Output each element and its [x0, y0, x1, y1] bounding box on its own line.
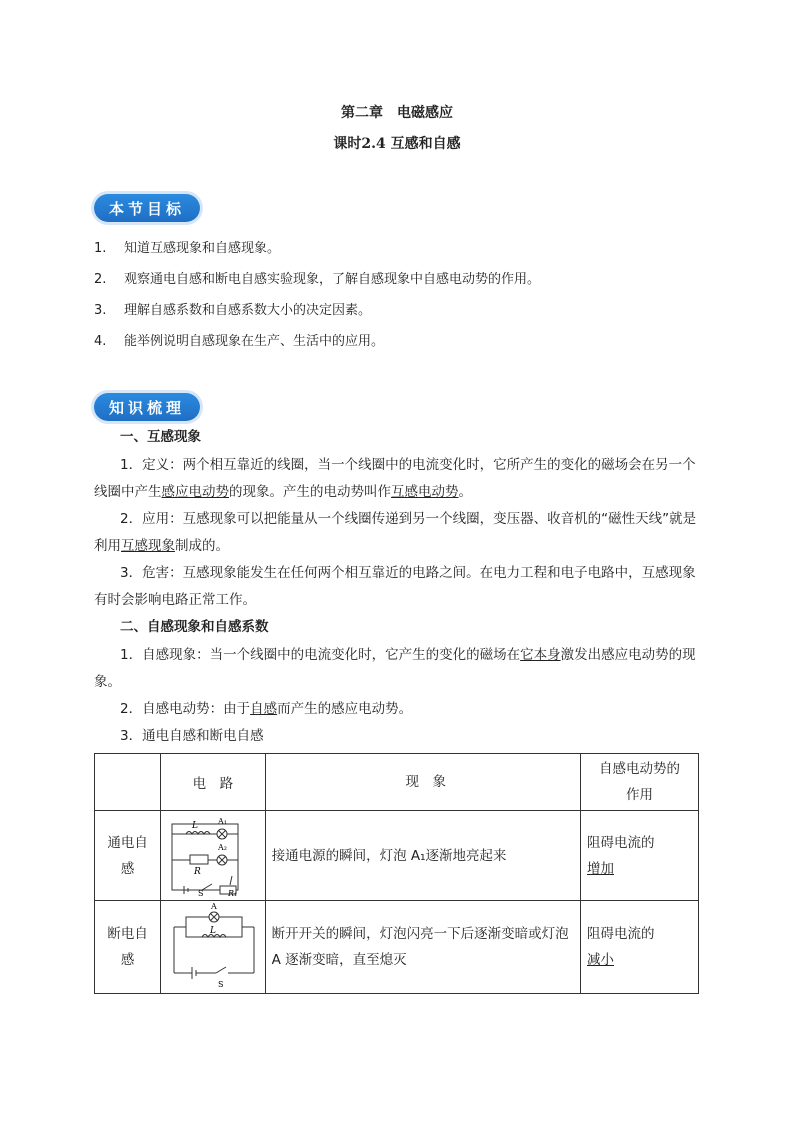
paragraph-self-emf: 2．自感电动势：由于自感而产生的感应电动势。	[120, 701, 413, 717]
label-S: S	[217, 980, 224, 987]
label-R1: R₁	[227, 888, 238, 896]
comparison-table	[94, 753, 699, 994]
label-L: L	[209, 926, 216, 936]
paragraph-definition: 1．定义：两个相互靠近的线圈，当一个线圈中的电流变化时，它所产生的变化的磁场会在另一个线圈中产生感应电动势的现象。产生的电动势叫作互感电动势。	[94, 457, 696, 500]
section-heading-self: 二、自感现象和自感系数	[120, 619, 269, 635]
label-R: R	[193, 866, 201, 877]
row-name: 通电自感	[95, 811, 161, 901]
label-S: S	[197, 888, 204, 896]
label-A1: A₁	[217, 816, 227, 826]
label-A: A	[210, 903, 217, 911]
objective-item: 2. 观察通电自感和断电自感实验现象，了解自感现象中自感电动势的作用。	[94, 272, 541, 287]
header-cell-phenomenon: 现 象	[265, 754, 580, 811]
objective-item: 3. 理解自感系数和自感系数大小的决定因素。	[94, 303, 372, 318]
table-row	[95, 901, 699, 994]
effect-cell: 阻碍电流的 减小	[581, 901, 699, 994]
objective-item: 4. 能举例说明自感现象在生产、生活中的应用。	[94, 334, 385, 349]
chapter-title: 第二章 电磁感应	[341, 105, 453, 121]
phenomenon-cell: 接通电源的瞬间，灯泡 A₁逐渐地亮起来	[265, 811, 580, 901]
phenomenon-cell: 断开开关的瞬间，灯泡闪亮一下后逐渐变暗或灯泡 A 逐渐变暗，直至熄灭	[265, 901, 580, 994]
row-name: 断电自感	[95, 901, 161, 994]
circuit-diagram-cell	[161, 901, 265, 994]
table-row	[95, 811, 699, 901]
header-cell-circuit: 电 路	[161, 754, 265, 811]
effect-cell: 阻碍电流的 增加	[581, 811, 699, 901]
objectives-badge: 本节目标	[94, 194, 200, 222]
paragraph-self-induction: 1．自感现象：当一个线圈中的电流变化时，它产生的变化的磁场在它本身激发出感应电动势的现象。	[94, 647, 696, 690]
header-cell-empty	[95, 754, 161, 811]
section-heading-mutual: 一、互感现象	[120, 429, 201, 445]
paragraph-application: 2．应用：互感现象可以把能量从一个线圈传递到另一个线圈，变压器、收音机的“磁性天线”就是利用互感现象制成的。	[94, 511, 697, 554]
power-on-circuit-diagram	[164, 812, 262, 896]
lesson-title: 课时2.4 互感和自感	[333, 136, 461, 152]
circuit-diagram-cell	[161, 811, 265, 901]
power-off-circuit-diagram	[164, 903, 262, 987]
table-header-row	[95, 754, 699, 811]
label-A2: A₂	[217, 842, 227, 852]
label-L: L	[191, 820, 198, 831]
header-cell-effect: 自感电动势的作用	[581, 754, 699, 811]
objective-item: 1. 知道互感现象和自感现象。	[94, 241, 281, 256]
paragraph-harm: 3．危害：互感现象能发生在任何两个相互靠近的电路之间。在电力工程和电子电路中，互感现象有时会影响电路正常工作。	[94, 565, 696, 608]
paragraph-table-caption: 3．通电自感和断电自感	[120, 728, 264, 744]
knowledge-badge: 知识梳理	[94, 393, 200, 421]
